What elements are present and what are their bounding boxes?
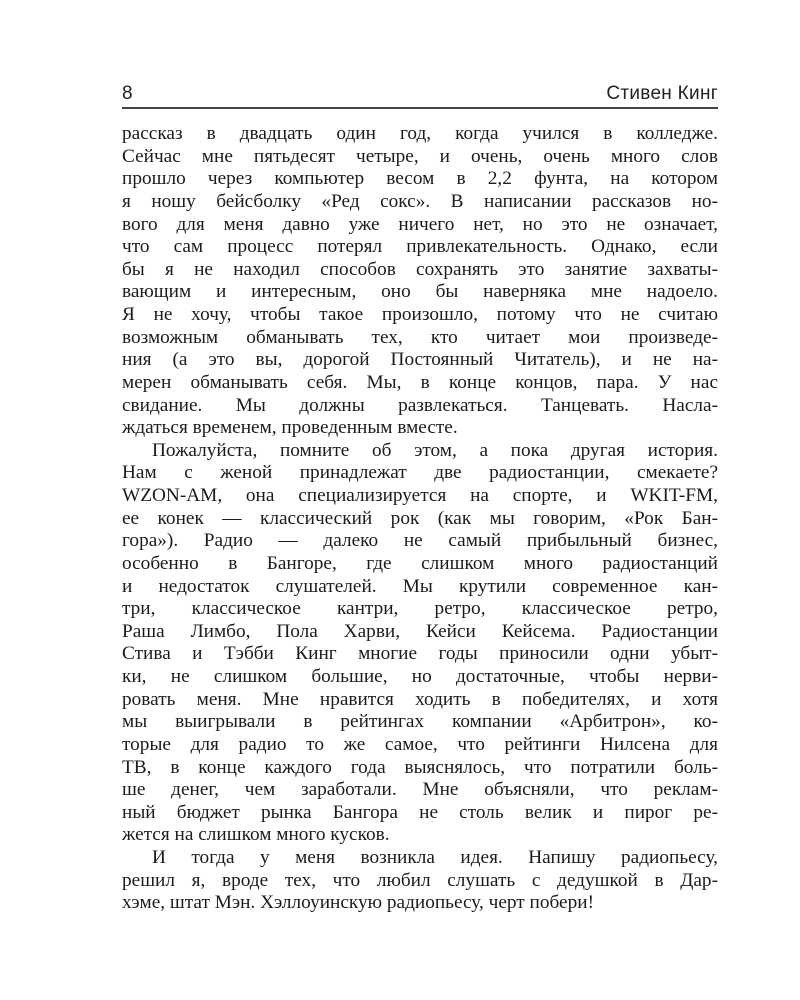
text-line: гора»). Радио — далеко не самый прибыльный бизнес, [122,530,718,552]
text-line: Нам с женой принадлежат две радиостанции, смекаете? [122,462,718,484]
text-line: бы я не находил способов сохранять это занятие захваты- [122,258,718,280]
text-line: я ношу бейсболку «Ред сокс». В написании рассказов но- [122,190,718,212]
text-line: Стива и Тэбби Кинг многие годы приносили одни убыт- [122,643,718,665]
text-line: торые для радио то же самое, что рейтинги Нилсена для [122,733,718,755]
text-line: три, классическое кантри, ретро, классическое ретро, [122,598,718,620]
page-header [122,83,718,105]
text-line: ный бюджет рынка Бангора не столь велик и пирог ре- [122,801,718,823]
text-line: ровать меня. Мне нравится ходить в победителях, и хотя [122,688,718,710]
text-line: Сейчас мне пятьдесят четыре, и очень, очень много слов [122,145,718,167]
text-line: что сам процесс потерял привлекательность. Однако, если [122,236,718,258]
text-line: ее конек — классический рок (как мы говорим, «Рок Бан- [122,507,718,529]
text-line: решил я, вроде тех, что любил слушать с дедушкой в Дар- [122,869,718,891]
text-line: прошло через компьютер весом в 2,2 фунта, на котором [122,168,718,190]
text-line: ше денег, чем заработали. Мне объясняли, что реклам- [122,779,718,801]
text-line: хэме, штат Мэн. Хэллоуинскую радиопьесу, черт побери! [122,892,594,914]
text-line: ждаться временем, проведенным вместе. [122,417,458,439]
text-line: ния (а это вы, дорогой Постоянный Читатель), и не на- [122,349,718,371]
paragraph [122,440,718,847]
text-line: мы выигрывали в рейтингах компании «Арбитрон», ко- [122,711,718,733]
text-line: ки, не слишком большие, но достаточные, чтобы нерви- [122,666,718,687]
running-head: Стивен Кинг [606,83,718,104]
text-line: возможным обманывать тех, кто читает мои произведе- [122,326,718,348]
text-line: вого для меня давно уже ничего нет, но это не означает, [122,213,718,235]
text-line: Пожалуйста, помните об этом, а пока другая история. [152,439,718,461]
text-line: рассказ в двадцать один год, когда учился в колледже. [122,123,718,144]
body-text [122,123,718,915]
text-line: жется на слишком много кусков. [122,824,390,846]
text-line: Я не хочу, чтобы такое произошло, потому что не считаю [122,304,718,325]
text-line: И тогда у меня возникла идея. Напишу радиопьесу, [152,847,718,868]
text-line: вающим и интересным, оно бы наверняка мне надоело. [122,281,718,303]
text-line: ТВ, в конце каждого года выяснялось, что потратили боль- [122,756,718,778]
page-number: 8 [122,83,133,104]
text-line: свидание. Мы должны развлекаться. Танцевать. Насла- [122,394,718,416]
text-line: Раша Лимбо, Пола Харви, Кейси Кейсема. Радиостанции [122,620,718,642]
text-line: особенно в Бангоре, где слишком много радиостанций [122,552,718,574]
paragraph [122,123,718,440]
header-rule [122,107,718,109]
text-line: WZON-AM, она специализируется на спорте, и WKIT-FM, [122,485,718,506]
text-line: и недостаток слушателей. Мы крутили современное кан- [122,575,718,597]
paragraph [122,847,718,915]
text-line: мерен обманывать себя. Мы, в конце концов, пара. У нас [122,371,718,393]
